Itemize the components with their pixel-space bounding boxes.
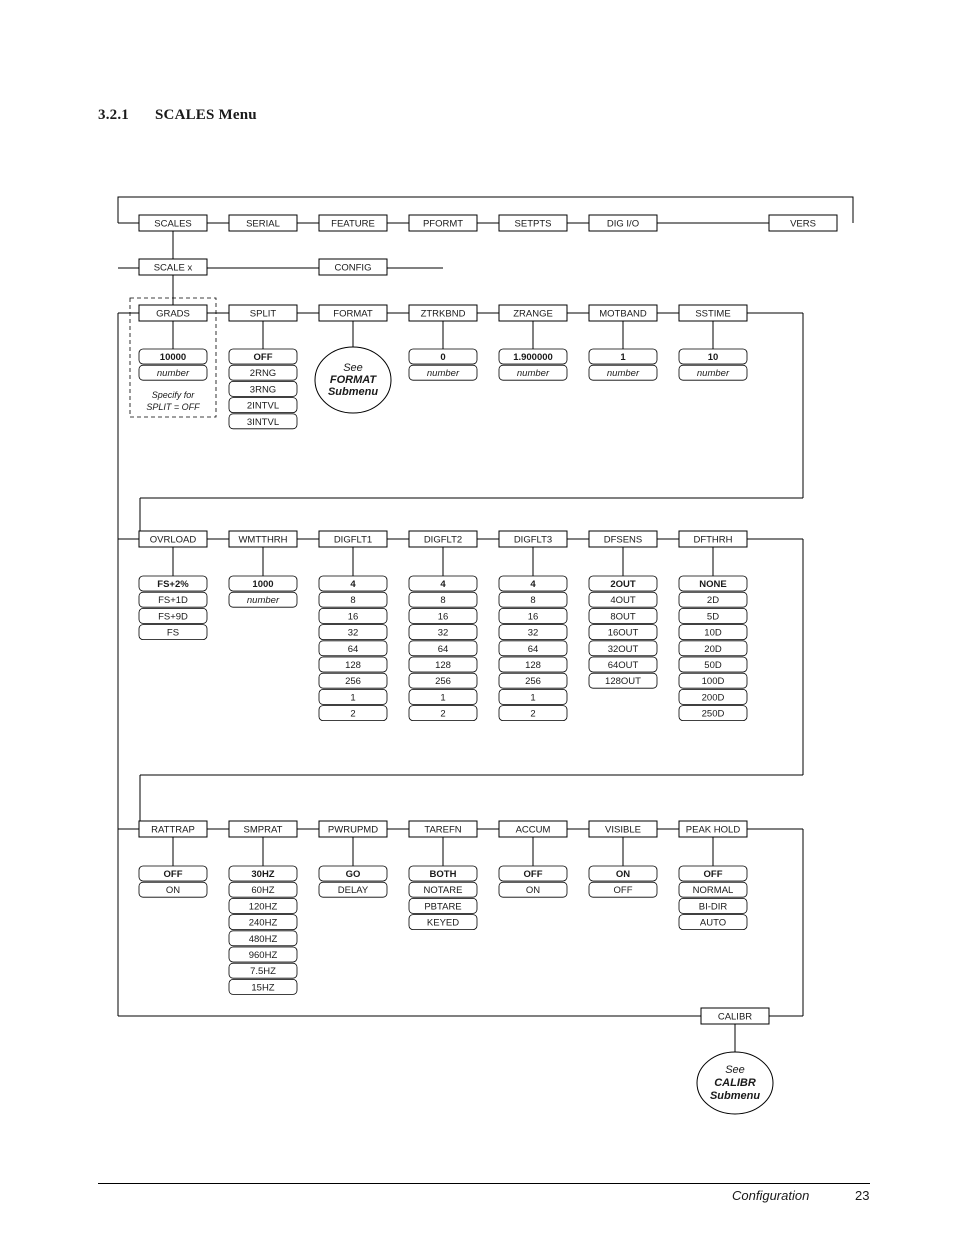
- option-label: BOTH: [429, 869, 457, 880]
- option-label: NORMAL: [692, 885, 734, 897]
- option-label: PBTARE: [424, 901, 462, 913]
- option-label: 1: [440, 692, 446, 704]
- submenu-text: Submenu: [327, 386, 379, 398]
- option-label: 16: [437, 611, 449, 623]
- option-label: 2D: [706, 595, 720, 607]
- option-label: 0: [440, 352, 446, 363]
- option-label: 30HZ: [251, 869, 275, 880]
- param-dfsens: DFSENS: [603, 534, 643, 546]
- option-label: 10: [707, 352, 719, 363]
- section-title: SCALES Menu: [155, 107, 257, 123]
- option-label: 120HZ: [248, 901, 278, 913]
- param-rattrap: RATTRAP: [151, 824, 195, 836]
- option-label: OFF: [613, 885, 633, 897]
- param-smprat: SMPRAT: [243, 824, 283, 836]
- option-label: OFF: [253, 352, 273, 363]
- param-zrange: ZRANGE: [513, 308, 553, 320]
- param-digflt3: DIGFLT3: [513, 534, 553, 546]
- option-label: OFF: [163, 869, 183, 880]
- param-pwrupmd: PWRUPMD: [327, 824, 379, 836]
- menu-serial: SERIAL: [246, 218, 280, 230]
- menu-config: CONFIG: [334, 262, 372, 274]
- option-label: 15HZ: [251, 982, 275, 994]
- option-label: 1: [350, 692, 356, 704]
- option-label: 128: [345, 660, 361, 671]
- option-label: 4OUT: [610, 595, 636, 607]
- menu-scale-x: SCALE x: [153, 262, 193, 274]
- option-label: KEYED: [426, 917, 460, 929]
- option-label: FS: [166, 627, 180, 639]
- option-label: number: [606, 368, 640, 380]
- option-label: 200D: [701, 692, 725, 704]
- option-label: 2: [530, 708, 536, 720]
- option-label: number: [516, 368, 550, 380]
- option-label: 16: [527, 611, 539, 623]
- param-format: FORMAT: [333, 308, 373, 320]
- option-label: 10D: [704, 627, 722, 639]
- option-label: 2: [440, 708, 446, 720]
- option-label: 4: [530, 579, 536, 590]
- option-label: 1: [530, 692, 536, 704]
- option-label: number: [426, 368, 460, 380]
- option-label: 64OUT: [607, 660, 639, 671]
- option-label: 32: [347, 627, 359, 639]
- option-label: ON: [165, 885, 181, 897]
- option-label: 3RNG: [249, 384, 277, 396]
- option-label: 5D: [706, 611, 720, 623]
- option-label: 8: [350, 595, 356, 607]
- option-label: ON: [615, 869, 631, 880]
- option-label: 60HZ: [251, 885, 275, 897]
- option-label: 64: [347, 643, 359, 655]
- option-label: 8OUT: [610, 611, 636, 623]
- option-label: 240HZ: [248, 917, 278, 929]
- param-calibr: CALIBR: [717, 1011, 753, 1023]
- param-visible: VISIBLE: [605, 824, 641, 836]
- option-label: 2OUT: [610, 579, 636, 590]
- menu-scales: SCALES: [154, 218, 192, 230]
- option-label: number: [156, 368, 190, 380]
- top-menu-loop: [118, 197, 853, 223]
- option-label: ON: [525, 885, 541, 897]
- param-tarefn: TAREFN: [424, 824, 462, 836]
- option-label: AUTO: [699, 917, 727, 929]
- option-label: 7.5HZ: [250, 966, 276, 978]
- option-label: OFF: [523, 869, 543, 880]
- option-label: 1: [620, 352, 626, 363]
- param-ztrkbnd: ZTRKBND: [420, 308, 466, 320]
- option-label: 256: [525, 676, 541, 688]
- option-label: FS+1D: [158, 595, 188, 607]
- menu-vers: VERS: [790, 218, 816, 230]
- option-label: 4: [350, 579, 356, 590]
- option-label: 64: [437, 643, 449, 655]
- option-label: 16OUT: [607, 627, 639, 639]
- option-label: BI-DIR: [698, 901, 728, 913]
- param-ovrload: OVRLOAD: [149, 534, 197, 546]
- option-label: 10000: [159, 352, 187, 363]
- option-label: 2: [350, 708, 356, 720]
- footer-rule: [98, 1183, 870, 1184]
- option-label: 480HZ: [248, 933, 278, 945]
- param-digflt1: DIGFLT1: [333, 534, 373, 546]
- footer-section: Configuration: [732, 1188, 810, 1203]
- option-label: 128: [525, 660, 541, 671]
- option-label: 1.900000: [513, 352, 553, 363]
- option-label: 2RNG: [249, 368, 277, 380]
- option-label: 3INTVL: [246, 416, 280, 428]
- option-label: 1000: [252, 579, 274, 590]
- option-label: 128: [435, 660, 451, 671]
- menu-dig-i-o: DIG I/O: [606, 218, 640, 230]
- option-label: 250D: [701, 708, 725, 720]
- page-number: 23: [855, 1188, 870, 1203]
- grads-note: SPLIT = OFF: [146, 402, 200, 412]
- option-label: 20D: [704, 643, 722, 655]
- submenu-text: CALIBR: [714, 1077, 756, 1089]
- option-label: 32OUT: [607, 643, 639, 655]
- option-label: 4: [440, 579, 446, 590]
- grads-note: Specify for: [151, 390, 195, 400]
- option-label: OFF: [703, 869, 723, 880]
- submenu-text: Submenu: [709, 1090, 761, 1102]
- option-label: 2INTVL: [246, 400, 280, 412]
- option-label: 50D: [704, 660, 722, 671]
- option-label: DELAY: [337, 885, 369, 897]
- option-label: GO: [345, 869, 361, 880]
- option-label: 960HZ: [248, 950, 278, 961]
- option-label: number: [696, 368, 730, 380]
- option-label: 16: [347, 611, 359, 623]
- option-label: 256: [435, 676, 451, 688]
- param-wmtthrh: WMTTHRH: [238, 534, 288, 546]
- option-label: 128OUT: [605, 676, 641, 688]
- param-split: SPLIT: [249, 308, 277, 320]
- param-peak-hold: PEAK HOLD: [685, 824, 741, 836]
- option-label: 256: [345, 676, 361, 688]
- option-label: 8: [530, 595, 536, 607]
- option-label: FS+9D: [158, 611, 188, 623]
- param-accum: ACCUM: [515, 824, 551, 836]
- option-label: NONE: [699, 579, 727, 590]
- param-digflt2: DIGFLT2: [423, 534, 463, 546]
- menu-setpts: SETPTS: [514, 218, 552, 230]
- menu-pformt: PFORMT: [422, 218, 464, 230]
- option-label: 32: [527, 627, 539, 639]
- option-label: NOTARE: [423, 885, 463, 897]
- param-grads: GRADS: [156, 308, 190, 320]
- option-label: number: [246, 595, 280, 607]
- submenu-text: FORMAT: [329, 374, 377, 386]
- param-sstime: SSTIME: [695, 308, 731, 320]
- param-dfthrh: DFTHRH: [693, 534, 733, 546]
- option-label: 64: [527, 643, 539, 655]
- option-label: 8: [440, 595, 446, 607]
- option-label: FS+2%: [157, 579, 189, 590]
- param-motband: MOTBAND: [599, 308, 647, 320]
- section-number: 3.2.1: [98, 107, 129, 123]
- submenu-text: See: [343, 362, 363, 374]
- option-label: 32: [437, 627, 449, 639]
- option-label: 100D: [701, 676, 725, 688]
- submenu-text: See: [725, 1064, 745, 1076]
- menu-feature: FEATURE: [331, 218, 375, 230]
